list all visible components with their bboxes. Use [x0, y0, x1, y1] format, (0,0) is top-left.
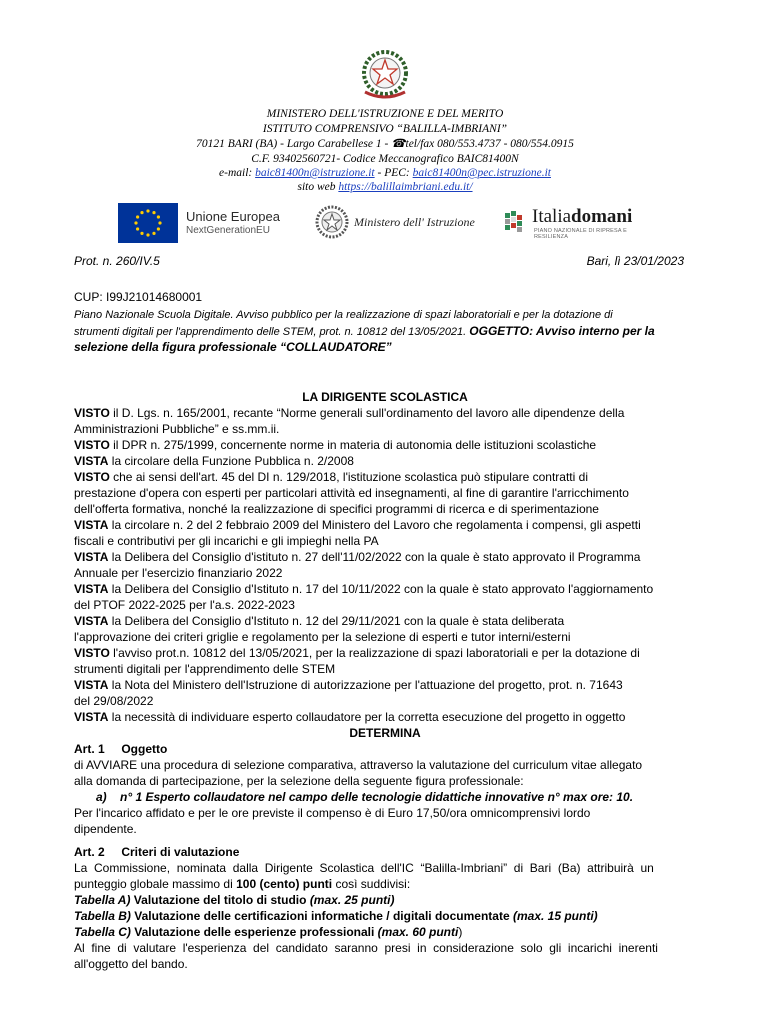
premise-line: l'approvazione dei criteri griglie e regolamento per la selezione di esperti e tutor interni/esterni [74, 630, 571, 644]
premise-text: il DPR n. 275/1999, concernente norme in materia di autonomia delle istituzioni scolastiche [109, 438, 597, 452]
subject-line-1: Piano Nazionale Scuola Digitale. Avviso pubblico per la realizzazione di spazi laboratoriali e per la dotazione di [74, 309, 613, 321]
italia-domani-icon [503, 209, 529, 237]
pec-link[interactable]: baic81400n@pec.istruzione.it [412, 167, 551, 179]
premise-line [74, 518, 641, 534]
premise-line: Amministrazioni Pubbliche” e ss.mm.ii. [74, 422, 280, 436]
premise-keyword: VISTO [74, 406, 110, 420]
table-b-label: Tabella B) [74, 909, 131, 923]
table-c-close: ) [458, 925, 463, 939]
premise-text: la Delibera del Consiglio d'istituto n. 27 dell'11/02/2022 con la quale è stato approvato il Programma [108, 550, 641, 564]
italia-domani-label [532, 206, 632, 228]
article-1-text: Per l'incarico affidato e per le ore previste il compenso è di Euro 17,50/ora omnicomprensivi lordo [74, 806, 591, 820]
ministry-name: MINISTERO DELL'ISTRUZIONE E DEL MERITO [266, 108, 504, 120]
republic-emblem-icon [355, 46, 415, 102]
subject-line-2 [74, 324, 655, 341]
premise-keyword: VISTA [74, 678, 109, 692]
premise-line [74, 454, 354, 470]
web-prefix: sito web [297, 181, 339, 193]
article-1-text: dipendente. [74, 822, 137, 836]
table-a-line [74, 893, 395, 909]
table-c-line [74, 925, 462, 941]
premise-keyword: VISTO [74, 438, 110, 452]
premise-keyword: VISTO [74, 470, 110, 484]
email-prefix: e-mail: [219, 167, 256, 179]
premise-line [74, 710, 625, 726]
pnrr-label: PIANO NAZIONALE DI RIPRESA E RESILIENZA [534, 228, 628, 240]
eu-flag-icon [118, 203, 178, 243]
table-c-label: Tabella C) [74, 925, 131, 939]
article-2-text: Al fine di valutare l'esperienza del candidato saranno presi in considerazione solo gli incarichi inerenti [74, 941, 658, 955]
subject-object-label: OGGETTO: Avviso interno per la [469, 324, 655, 338]
article-1-item: a) n° 1 Esperto collaudatore nel campo delle tecnologie didattiche innovative n° max ore: 10. [96, 790, 634, 804]
premise-line: strumenti digitali per l'apprendimento delle STEM [74, 662, 336, 676]
table-a-max: (max. 25 punti) [309, 893, 395, 907]
premise-keyword: VISTO [74, 646, 110, 660]
ministry-emblem-icon [312, 203, 352, 243]
table-b-line [74, 909, 598, 925]
premise-line [74, 646, 640, 662]
premise-text: l'avviso prot.n. 10812 del 13/05/2021, per la realizzazione di spazi laboratoriali e per la dotazione di [109, 646, 640, 660]
determina-heading: DETERMINA [349, 726, 421, 740]
protocol-number: Prot. n. 260/IV.5 [74, 254, 160, 268]
premise-keyword: VISTA [74, 614, 109, 628]
table-a-text: Valutazione del titolo di studio [130, 893, 310, 907]
premise-keyword: VISTA [74, 550, 109, 564]
website-link[interactable]: https://balillaimbriani.edu.it/ [338, 181, 473, 193]
premise-line: Annuale per l'esercizio finanziario 2022 [74, 566, 283, 580]
domani-word: domani [571, 206, 633, 227]
premise-text: la Delibera del Consiglio d'Istituto n. 12 del 29/11/2021 con la quale è stata deliberata [108, 614, 565, 628]
article-2-text [74, 877, 410, 893]
premise-line: dell'offerta formativa, nonché la realizzazione di specifici programmi di ricerca e di sperimentazione [74, 502, 599, 516]
premise-text: la Nota del Ministero dell'Istruzione di autorizzazione per l'attuazione del progetto, prot. n. 71643 [108, 678, 623, 692]
table-c-text: Valutazione delle esperienze professionali [130, 925, 378, 939]
premise-line [74, 678, 623, 694]
premise-line [74, 406, 624, 422]
premise-line: prestazione d'opera con esperti per particolari attività ed insegnamenti, al fine di garantire l'arricchimento [74, 486, 629, 500]
premise-line: del PTOF 2022-2025 per l'a.s. 2022-2023 [74, 598, 295, 612]
score-total: 100 (cento) punti [236, 877, 333, 891]
premise-line [74, 438, 596, 454]
premise-keyword: VISTA [74, 710, 109, 724]
premise-text: la circolare della Funzione Pubblica n. 2/2008 [108, 454, 354, 468]
section-heading: LA DIRIGENTE SCOLASTICA [302, 390, 468, 404]
premise-line [74, 614, 564, 630]
cup-code: CUP: I99J21014680001 [74, 290, 203, 304]
funding-logos [118, 203, 658, 243]
pec-prefix: - PEC: [374, 167, 413, 179]
school-address: 70121 BARI (BA) - Largo Carabellese 1 - ☎tel/fax 080/553.4737 - 080/554.0915 [196, 138, 574, 150]
article-1-heading: Art. 1 Oggetto [74, 742, 168, 756]
school-codes: C.F. 93402560721- Codice Meccanografico BAIC81400N [251, 153, 519, 165]
article-1-text: alla domanda di partecipazione, per la selezione della seguente figura professionale: [74, 774, 524, 788]
premise-text: che ai sensi dell'art. 45 del DI n. 129/2018, l'istituzione scolastica può stipulare contratti di [109, 470, 588, 484]
ministry-script-label: Ministero dell' Istruzione [354, 215, 475, 229]
school-name: ISTITUTO COMPRENSIVO “BALILLA-IMBRIANI” [262, 123, 508, 135]
premise-keyword: VISTA [74, 454, 109, 468]
eu-label: Unione Europea [186, 209, 280, 224]
premise-line [74, 582, 653, 598]
table-b-text: Valutazione delle certificazioni informatiche / digitali documentate [130, 909, 513, 923]
website-line [0, 180, 770, 195]
table-a-label: Tabella A) [74, 893, 131, 907]
premise-line: fiscali e contributivi per gli incarichi e gli impieghi nella PA [74, 534, 379, 548]
article-2-text: La Commissione, nominata dalla Dirigente Scolastica dell'IC “Balilla-Imbriani” di Bari (Ba) attribuirà un [74, 861, 654, 875]
premise-line: del 29/08/2022 [74, 694, 154, 708]
table-b-max: (max. 15 punti) [512, 909, 598, 923]
article-2-text: all'oggetto del bando. [74, 957, 188, 971]
score-text: punteggio globale massimo di [74, 877, 237, 891]
premise-line [74, 550, 640, 566]
premise-text: la circolare n. 2 del 2 febbraio 2009 del Ministero del Lavoro che regolamenta i compensi, gli aspetti [108, 518, 641, 532]
contact-line [0, 166, 770, 181]
ngeu-label: NextGenerationEU [186, 225, 270, 236]
subject-line-3: selezione della figura professionale “COLLAUDATORE” [74, 340, 392, 354]
premise-text: la Delibera del Consiglio d'Istituto n. 17 del 10/11/2022 con la quale è stato approvato l'aggiornamento [108, 582, 654, 596]
place-date: Bari, lì 23/01/2023 [586, 254, 684, 268]
email-link[interactable]: baic81400n@istruzione.it [255, 167, 375, 179]
premise-keyword: VISTA [74, 518, 109, 532]
subject-text: strumenti digitali per l'apprendimento delle STEM, prot. n. 10812 del 13/05/2021. [74, 326, 470, 338]
table-c-max: (max. 60 punti [377, 925, 459, 939]
article-1-text: di AVVIARE una procedura di selezione comparativa, attraverso la valutazione del curriculum vitae allegato [74, 758, 643, 772]
article-2-heading: Art. 2 Criteri di valutazione [74, 845, 240, 859]
premise-text: il D. Lgs. n. 165/2001, recante “Norme generali sull'ordinamento del lavoro alle dipendenze della [109, 406, 625, 420]
italia-word: Italia [532, 206, 572, 227]
premise-text: la necessità di individuare esperto collaudatore per la corretta esecuzione del progetto in oggetto [108, 710, 626, 724]
premise-line [74, 470, 588, 486]
premise-keyword: VISTA [74, 582, 109, 596]
score-text-end: così suddivisi: [332, 877, 411, 891]
